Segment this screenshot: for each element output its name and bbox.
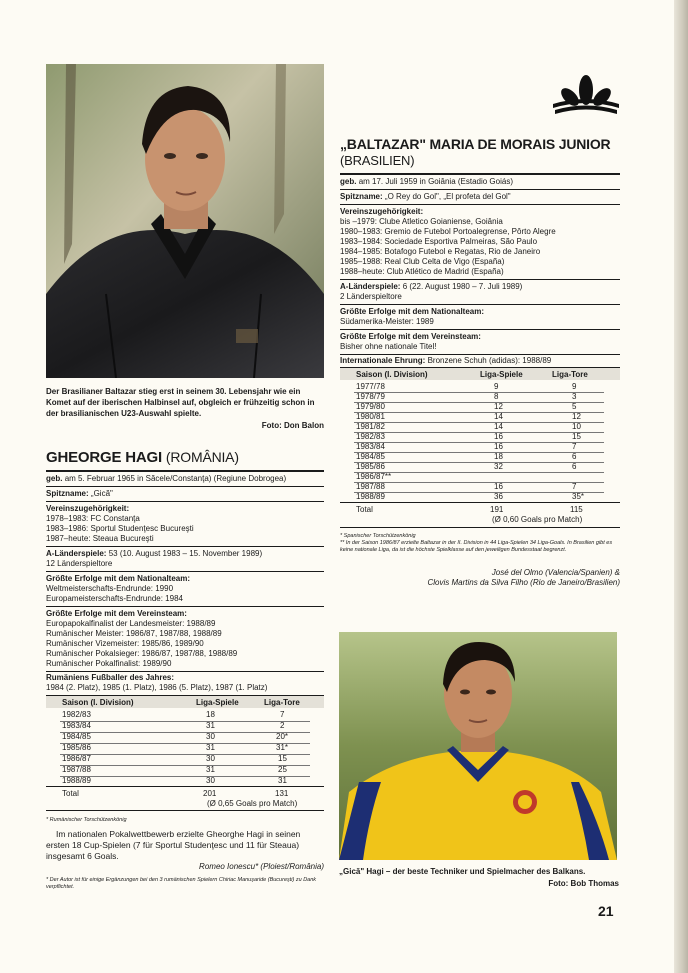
table-header: Saison (I. Division) — [356, 370, 428, 379]
row-divider — [60, 732, 310, 733]
table-cell: 1988/89 — [62, 776, 91, 785]
baltazar-born — [340, 177, 620, 187]
hagi-club-succ-item: Rumänischer Pokalfinalist: 1989/90 — [46, 659, 172, 668]
divider — [340, 189, 620, 190]
hagi-author: Romeo Ionescu* (Ploiest/România) — [199, 862, 324, 871]
table-cell: 35* — [572, 492, 585, 501]
baltazar-footnote-1: * Spanischer Torschützenkönig — [340, 533, 416, 539]
baltazar-caps-goals: 2 Länderspieltore — [340, 292, 402, 301]
table-cell: 1986/87 — [62, 754, 91, 763]
baltazar-name: „BALTAZAR" MARIA DE MORAIS JUNIOR — [340, 136, 611, 152]
divider — [340, 329, 620, 330]
baltazar-club: bis –1979: Clube Atletico Goianiense, Goiânia — [340, 217, 503, 226]
divider — [46, 786, 324, 787]
table-cell: 30 — [206, 754, 215, 763]
avg-goals: (Ø 0,60 Goals pro Match) — [492, 515, 583, 524]
baltazar-photo-credit: Foto: Don Balon — [261, 421, 324, 430]
table-cell: 14 — [494, 422, 503, 431]
table-cell: 7 — [572, 482, 577, 491]
baltazar-club: 1983–1984: Sociedade Esportiva Palmeiras, São Paulo — [340, 237, 538, 246]
table-cell: 1984/85 — [356, 452, 385, 461]
row-divider — [354, 402, 604, 403]
nickname-label: Spitzname: — [46, 489, 89, 498]
avg-goals: (Ø 0,65 Goals pro Match) — [207, 799, 298, 808]
divider — [340, 204, 620, 205]
table-cell: 6 — [572, 462, 577, 471]
row-divider — [60, 776, 310, 777]
adidas-trefoil-icon — [551, 74, 621, 116]
table-cell: 3 — [572, 392, 577, 401]
table-cell: 31 — [278, 776, 287, 785]
row-divider — [354, 462, 604, 463]
baltazar-club: 1984–1985: Botafogo Futebol e Regatas, Rio de Janeiro — [340, 247, 541, 256]
hagi-footnote: * Rumänischer Torschützenkönig — [46, 817, 127, 823]
hagi-photo — [339, 632, 617, 860]
table-cell: 16 — [494, 482, 503, 491]
hagi-name: GHEORGE HAGI — [46, 449, 162, 466]
caps-value: 53 (10. August 1983 – 15. November 1989) — [108, 549, 263, 558]
divider — [340, 354, 620, 355]
table-header: Saison (I. Division) — [62, 698, 134, 707]
baltazar-club: 1988–heute: Club Atlético de Madrid (España) — [340, 267, 504, 276]
baltazar-club-succ-label: Größte Erfolge mit dem Vereinsteam: — [340, 332, 481, 341]
table-cell: 18 — [206, 710, 215, 719]
born-value: am 17. Juli 1959 in Goiânia (Estadio Goiás) — [358, 177, 513, 186]
table-cell: 15 — [572, 432, 581, 441]
table-cell: 16 — [494, 442, 503, 451]
row-divider — [60, 754, 310, 755]
baltazar-author-2: Clovis Martins da Silva Filho (Rio de Janeiro/Brasilien) — [427, 578, 620, 587]
table-cell: 9 — [494, 382, 499, 391]
baltazar-club: 1980–1983: Gremio de Futebol Portoalegrense, Pôrto Alegre — [340, 227, 556, 236]
table-cell: 1983/84 — [62, 721, 91, 730]
baltazar-nat-label: Größte Erfolge mit dem Nationalteam: — [340, 307, 485, 316]
table-cell: 1983/84 — [356, 442, 385, 451]
baltazar-club-succ-value: Bisher ohne nationale Titel! — [340, 342, 437, 351]
table-cell: 31 — [206, 743, 215, 752]
hagi-author-note: * Der Autor ist für einige Ergänzungen bei den 3 rumänischen Spielern Chiriac Manuşaride (Bucureşti) zu Dank verpflichtet. — [46, 877, 317, 890]
hagi-nat-item: Europameisterschafts-Endrunde: 1984 — [46, 594, 183, 603]
total-games: 201 — [203, 789, 217, 798]
table-cell: 1985/86 — [62, 743, 91, 752]
hagi-paragraph: Im nationalen Pokalwettbewerb erzielte Gheorghe Hagi in seinen ersten 18 Cup-Spielen (7 für Sportul Studenţesc und 11 für Steaua) insgesamt 6 Goals. — [46, 829, 301, 861]
divider — [46, 486, 324, 487]
table-cell: 9 — [572, 382, 577, 391]
table-header: Liga-Spiele — [196, 698, 239, 707]
hagi-photo-illustration — [339, 632, 617, 860]
hagi-nat-label: Größte Erfolge mit dem Nationalteam: — [46, 574, 191, 583]
row-divider — [354, 412, 604, 413]
table-cell: 7 — [280, 710, 285, 719]
table-cell: 1977/78 — [356, 382, 385, 391]
table-cell: 25 — [278, 765, 287, 774]
hagi-club-succ-label: Größte Erfolge mit dem Vereinsteam: — [46, 609, 187, 618]
divider — [46, 671, 324, 672]
table-cell: 2 — [280, 721, 285, 730]
table-cell: 1986/87** — [356, 472, 392, 481]
hagi-caps-goals: 12 Länderspieltore — [46, 559, 113, 568]
table-cell: 12 — [494, 402, 503, 411]
table-cell: 18 — [494, 452, 503, 461]
born-label: geb. — [46, 474, 63, 483]
hagi-name-heading — [46, 449, 239, 466]
table-cell: 1987/88 — [62, 765, 91, 774]
hagi-club-succ-item: Europapokalfinalist der Landesmeister: 1988/89 — [46, 619, 216, 628]
hagi-caps — [46, 549, 324, 559]
hagi-nat-item: Weltmeisterschafts-Endrunde: 1990 — [46, 584, 174, 593]
row-divider — [354, 442, 604, 443]
nickname-label: Spitzname: — [340, 192, 383, 201]
divider — [46, 546, 324, 547]
divider — [340, 279, 620, 280]
hagi-footballer-label: Rumäniens Fußballer des Jahres: — [46, 673, 175, 682]
row-divider — [60, 743, 310, 744]
table-cell: 6 — [572, 452, 577, 461]
page-edge — [674, 0, 688, 973]
table-cell: 16 — [494, 432, 503, 441]
caps-value: 6 (22. August 1980 – 7. Juli 1989) — [402, 282, 523, 291]
table-cell: 30 — [206, 776, 215, 785]
divider — [340, 527, 620, 528]
baltazar-footnote-2: ** In der Saison 1986/87 erzielte Baltazar in der II. Division in 44 Liga-Spielen 34 Liga-Goals. In Brasilien gibt es keine nationale Liga, da ist die höchste Spielklasse auf den jeweiligen Bundesstaat begrenzt. — [340, 540, 613, 553]
hagi-clubs-label: Vereinszugehörigkeit: — [46, 504, 130, 513]
baltazar-intl — [340, 356, 620, 366]
table-cell: 8 — [494, 392, 499, 401]
baltazar-nickname — [340, 192, 620, 202]
caps-label: A-Länderspiele: — [340, 282, 401, 291]
total-goals: 115 — [570, 505, 583, 514]
row-divider — [354, 472, 604, 473]
baltazar-author-1: José del Olmo (Valencia/Spanien) & — [491, 568, 620, 577]
baltazar-table-rows — [340, 382, 620, 502]
row-divider — [354, 452, 604, 453]
divider — [46, 571, 324, 572]
table-cell: 1988/89 — [356, 492, 385, 501]
table-cell: 1980/81 — [356, 412, 385, 421]
table-header: Liga-Tore — [552, 370, 588, 379]
table-cell: 1987/88 — [356, 482, 385, 491]
total-label: Total — [356, 505, 373, 514]
hagi-footballer-value: 1984 (2. Platz), 1985 (1. Platz), 1986 (5. Platz), 1987 (1. Platz) — [46, 683, 268, 692]
baltazar-clubs-label: Vereinszugehörigkeit: — [340, 207, 424, 216]
divider — [46, 606, 324, 607]
row-divider — [354, 392, 604, 393]
page-number: 21 — [598, 903, 614, 919]
row-divider — [354, 432, 604, 433]
row-divider — [60, 765, 310, 766]
divider — [46, 501, 324, 502]
table-cell: 36 — [494, 492, 503, 501]
table-cell: 1982/83 — [62, 710, 91, 719]
table-cell: 30 — [206, 732, 215, 741]
divider — [340, 304, 620, 305]
total-goals: 131 — [275, 789, 289, 798]
row-divider — [354, 482, 604, 483]
table-cell: 5 — [572, 402, 577, 411]
hagi-born — [46, 474, 324, 484]
hagi-nickname — [46, 489, 324, 499]
table-cell: 31 — [206, 721, 215, 730]
hagi-club-succ-item: Rumänischer Meister: 1986/87, 1987/88, 1988/89 — [46, 629, 222, 638]
table-cell: 31* — [276, 743, 289, 752]
table-cell: 10 — [572, 422, 581, 431]
hagi-club-succ-item: Rumänischer Pokalsieger: 1986/87, 1987/88, 1988/89 — [46, 649, 238, 658]
table-cell: 7 — [572, 442, 577, 451]
nickname-value: „Gică" — [90, 489, 113, 498]
total-games: 191 — [490, 505, 504, 514]
baltazar-country: (BRASILIEN) — [340, 153, 415, 168]
table-cell: 1981/82 — [356, 422, 385, 431]
table-header: Liga-Spiele — [480, 370, 523, 379]
born-value: am 5. Februar 1965 in Săcele/Constanţa) (Regiune Dobrogea) — [64, 474, 287, 483]
hagi-country: (ROMÂNIA) — [165, 449, 239, 465]
born-label: geb. — [340, 177, 357, 186]
baltazar-club: 1985–1988: Real Club Celta de Vigo (España) — [340, 257, 505, 266]
divider — [46, 810, 324, 811]
row-divider — [354, 492, 604, 493]
table-cell: 15 — [278, 754, 287, 763]
row-divider — [60, 721, 310, 722]
hagi-club: 1983–1986: Sportul Studenţesc Bucureşti — [46, 524, 194, 533]
hagi-club-succ-item: Rumänischer Vizemeister: 1985/86, 1989/90 — [46, 639, 204, 648]
intl-label: Internationale Ehrung: — [340, 356, 426, 365]
table-cell: 1979/80 — [356, 402, 385, 411]
divider — [340, 502, 620, 503]
row-divider — [354, 422, 604, 423]
table-cell: 1982/83 — [356, 432, 385, 441]
table-cell: 20* — [276, 732, 289, 741]
baltazar-caps — [340, 282, 620, 292]
table-cell: 1978/79 — [356, 392, 385, 401]
baltazar-photo-illustration — [46, 64, 324, 378]
hagi-photo-credit: Foto: Bob Thomas — [548, 879, 619, 888]
intl-value: Bronzene Schuh (adidas): 1988/89 — [427, 356, 552, 365]
divider — [340, 173, 620, 175]
baltazar-photo — [46, 64, 324, 378]
table-cell: 1985/86 — [356, 462, 385, 471]
baltazar-photo-caption: Der Brasilianer Baltazar stieg erst in seinem 30. Lebensjahr wie ein Komet auf der iberischen Halbinsel auf, obgleich er frühzeitig schon in der brasilianischen U23-Auswahl spielte. — [46, 387, 315, 418]
caps-label: A-Länderspiele: — [46, 549, 107, 558]
table-cell: 1984/85 — [62, 732, 91, 741]
baltazar-nat-value: Südamerika-Meister: 1989 — [340, 317, 434, 326]
hagi-club: 1978–1983: FC Constanţa — [46, 514, 140, 523]
table-cell: 14 — [494, 412, 503, 421]
table-header: Liga-Tore — [264, 698, 300, 707]
table-cell: 31 — [206, 765, 215, 774]
nickname-value: „O Rey do Gol", „El profeta del Gol" — [384, 192, 511, 201]
hagi-club: 1987–heute: Steaua Bucureşti — [46, 534, 154, 543]
divider — [46, 470, 324, 472]
table-cell: 12 — [572, 412, 581, 421]
table-cell: 32 — [494, 462, 503, 471]
hagi-photo-caption: „Gică" Hagi – der beste Techniker und Spielmacher des Balkans. — [339, 867, 586, 876]
total-label: Total — [62, 789, 79, 798]
